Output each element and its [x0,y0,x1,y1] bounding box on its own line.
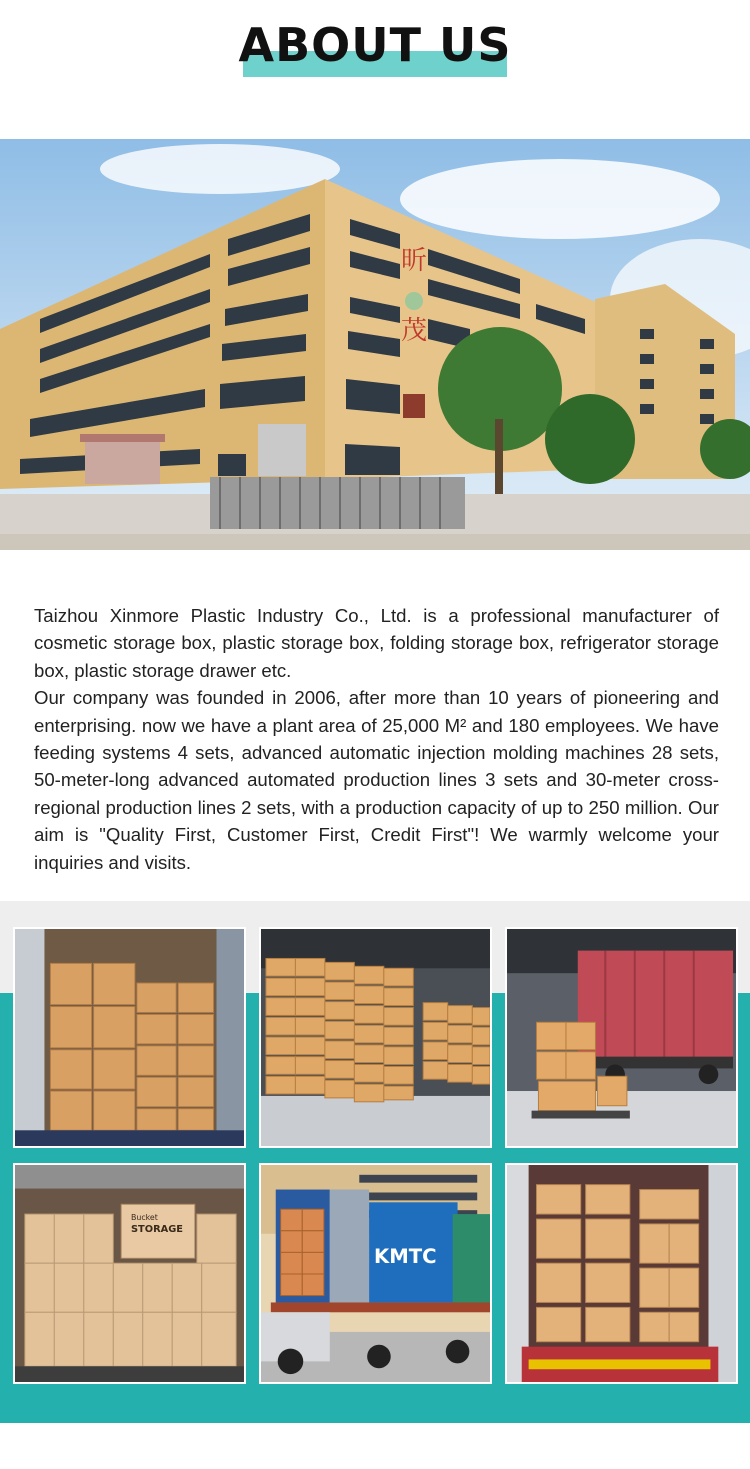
truck-loading-photo [505,927,738,1148]
container-loading-photo-3 [505,1163,738,1384]
shipping-container-truck-photo [259,1163,492,1384]
svg-text:茂: 茂 [400,316,428,346]
box-label-2: STORAGE [130,1223,184,1235]
factory-building-photo [0,139,750,550]
page-header [0,0,750,120]
company-intro [34,602,719,876]
warehouse-boxes-photo [259,927,492,1148]
container-loading-photo-2 [13,1163,246,1384]
intro-paragraph-1: Taizhou Xinmore Plastic Industry Co., Ltd. is a professional manufacturer of cosmetic storage box, plastic storage box, folding storage box, refrigerator storage box, plastic storage drawer etc. [34,605,719,681]
container-label: KMTC [374,1245,437,1269]
intro-paragraph-2: Our company was founded in 2006, after more than 10 years of pioneering and enterprising. now we have a plant area of 25,000 M² and 180 employees. We have feeding systems 4 sets, advanced automatic injection molding machines 28 sets, 50-meter-long advanced automated production lines 3 sets and 30-meter cross-regional production lines 2 sets, with a production capacity of up to 250 million. Our aim is "Quality First, Customer First, Credit First"! We warmly welcome your inquiries and visits. [34,687,719,873]
container-loading-photo-1 [13,927,246,1148]
box-label-1: Bucket [130,1212,158,1222]
svg-text:昕: 昕 [400,246,428,276]
page-title: ABOUT US [238,18,512,72]
